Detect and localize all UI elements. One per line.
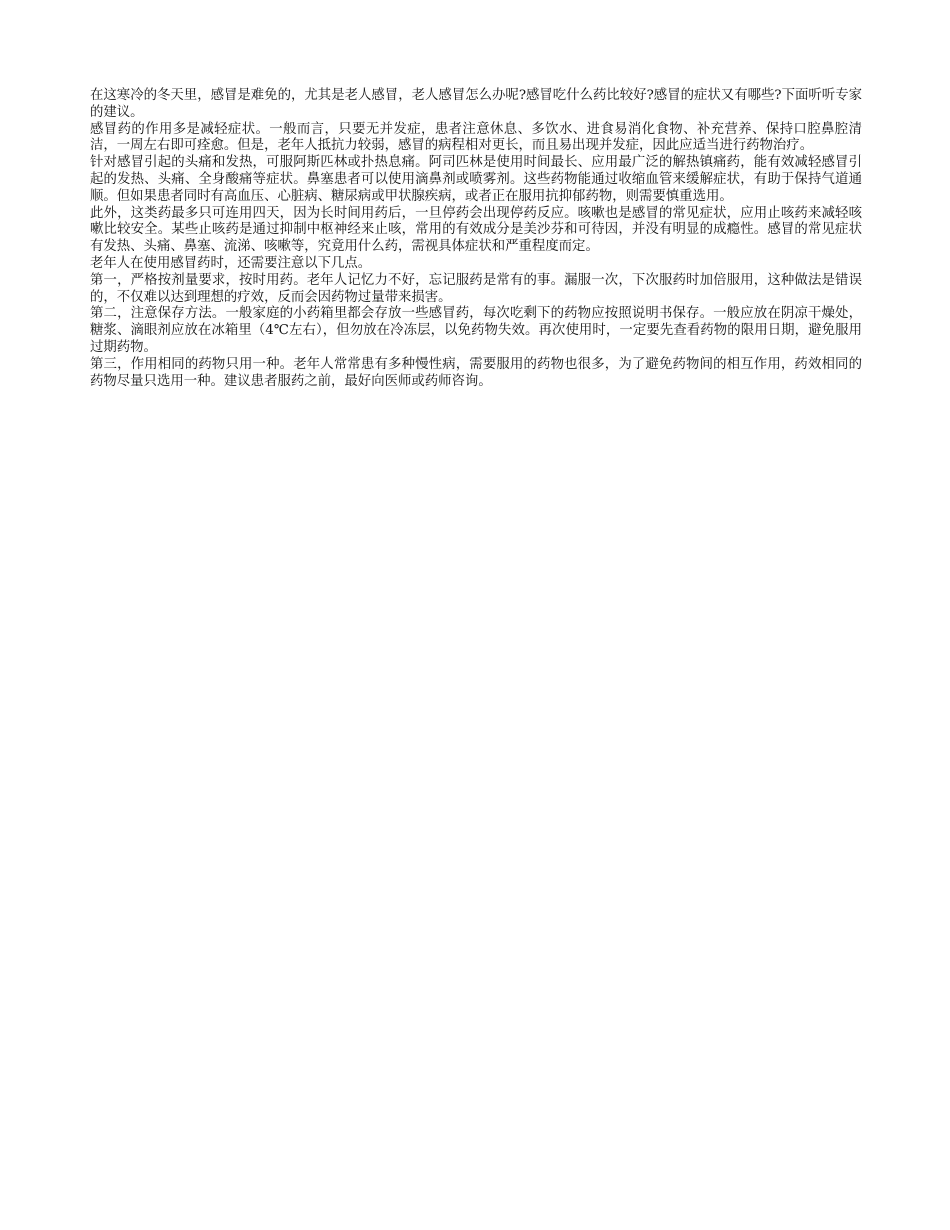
paragraph-medicine-purpose: 感冒药的作用多是减轻症状。一般而言，只要无并发症，患者注意休息、多饮水、进食易消化食物、补充营养、保持口腔鼻腔清洁，一周左右即可痊愈。但是，老年人抵抗力较弱，感冒的病程相对更长，而且易出现并发症，因此应适当进行药物治疗。 <box>90 121 862 154</box>
paragraph-note-first: 第一，严格按剂量要求，按时用药。老年人记忆力不好，忘记服药是常有的事。漏服一次，下次服药时加倍服用，这种做法是错误的，不仅难以达到理想的疗效，反而会因药物过量带来损害。 <box>90 272 862 305</box>
paragraph-note-third: 第三，作用相同的药物只用一种。老年人常常患有多种慢性病，需要服用的药物也很多，为了避免药物间的相互作用，药效相同的药物尽量只选用一种。建议患者服药之前，最好向医师或药师咨询。 <box>90 356 862 389</box>
document-body <box>90 88 862 390</box>
paragraph-note-second: 第二，注意保存方法。一般家庭的小药箱里都会存放一些感冒药，每次吃剩下的药物应按照说明书保存。一般应放在阴凉干燥处，糖浆、滴眼剂应放在冰箱里（4℃左右），但勿放在冷冻层，以免药物失效。再次使用时，一定要先查看药物的限用日期，避免服用过期药物。 <box>90 306 862 355</box>
paragraph-cough: 此外，这类药最多只可连用四天，因为长时间用药后，一旦停药会出现停药反应。咳嗽也是感冒的常见症状，应用止咳药来减轻咳嗽比较安全。某些止咳药是通过抑制中枢神经来止咳，常用的有效成分是美沙芬和可待因，并没有明显的成瘾性。感冒的常见症状有发热、头痛、鼻塞、流涕、咳嗽等，究竟用什么药，需视具体症状和严重程度而定。 <box>90 205 862 255</box>
paragraph-intro: 在这寒冷的冬天里，感冒是难免的，尤其是老人感冒，老人感冒怎么办呢?感冒吃什么药比较好?感冒的症状又有哪些?下面听听专家的建议。 <box>90 88 862 120</box>
paragraph-notes-intro: 老年人在使用感冒药时，还需要注意以下几点。 <box>90 255 372 271</box>
paragraph-headache-fever: 针对感冒引起的头痛和发热，可服阿斯匹林或扑热息痛。阿司匹林是使用时间最长、应用最广泛的解热镇痛药，能有效减轻感冒引起的发热、头痛、全身酸痛等症状。鼻塞患者可以使用滴鼻剂或喷雾剂。这些药物能通过收缩血管来缓解症状，有助于保持气道通顺。但如果患者同时有高血压、心脏病、糖尿病或甲状腺疾病，或者正在服用抗抑郁药物，则需要慎重选用。 <box>90 155 862 204</box>
